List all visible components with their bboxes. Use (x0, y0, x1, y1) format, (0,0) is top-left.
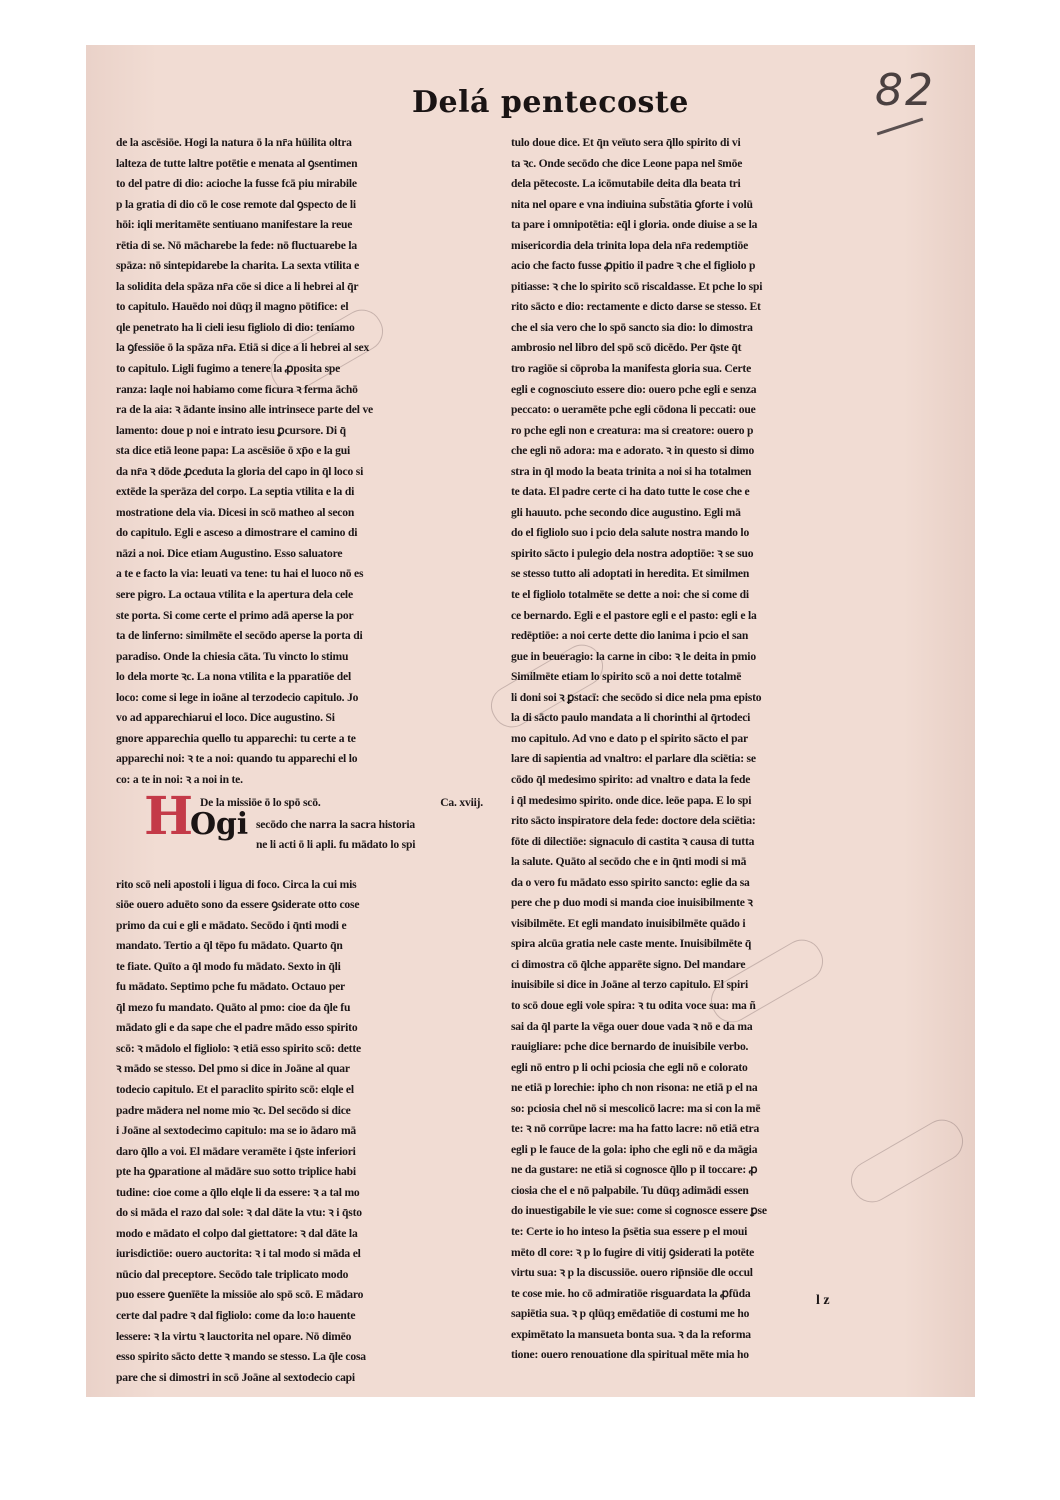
text-line: apparechi noi: ꝛ te a noi: quando tu apparechi el lo (116, 752, 358, 766)
text-line: to capitulo. Hauēdo noi dūqȝ il magno pōtifice: el (116, 300, 349, 314)
text-line: inuisibile si dice in Joāne al terzo capitulo. El spiri (511, 978, 748, 992)
text-line: mēto dl core: ꝛ p lo fugire di vitij ꝯsiderati la potēte (511, 1245, 755, 1259)
text-line: visibilmēte. Et egli mandato inuisibilmēte quādo i (511, 916, 746, 930)
text-line: virtu sua: ꝛ p la discussiōe. ouero rip̄nsiōe dle occul (511, 1266, 753, 1280)
opening-word: Ogi (190, 806, 248, 842)
text-line: ro pche egli non e creatura: ma si creatore: ouero p (511, 423, 754, 437)
text-line: che el sia vero che lo spō sancto sia dio: lo dimostra (511, 320, 753, 334)
text-line: ranza: laqle noi habiamo come ficura ꝛ ferma āchō (116, 382, 358, 396)
text-line: gnore apparechia quello tu apparechi: tu certe a te (116, 731, 356, 745)
text-line: ꝛ mādo se stesso. Del pmo si dice in Joāne al quar (116, 1062, 350, 1076)
text-line: mostratione dela via. Dicesi in scō matheo al secon (116, 505, 355, 519)
text-line: lare di sapientia ad vnaltro: el parlare dla sciētia: se (511, 752, 756, 766)
text-line: te data. El padre certe ci ha dato tutte le cose che e (511, 485, 750, 499)
running-title: Delá pentecoste (412, 85, 689, 120)
signature-mark: l z (816, 1293, 830, 1308)
text-line: paradiso. Onde la chiesia cāta. Tu vincto lo stimu (116, 649, 349, 663)
text-line: tro ragiōe si cōproba la manifesta gloria sua. Certe (511, 362, 752, 376)
text-line: i q̄l medesimo spirito. onde dice. leōe papa. E lo spi (511, 793, 752, 807)
text-line: lalteza de tutte laltre potētie e menata al ꝯsentimen (116, 156, 358, 170)
text-line: loco: come si lege in ioāne al terzodecio capitulo. Jo (116, 690, 359, 704)
text-line: te fiate. Quīto a q̄l modo fu mādato. Sexto in q̄li (116, 959, 341, 973)
text-line: la salute. Quāto al secōdo che e in q̄nti modi si mā (511, 855, 747, 869)
scanned-page (86, 45, 975, 1397)
rubricated-initial: H (144, 785, 193, 847)
text-line: spirito sācto i pulegio dela nostra adoptiōe: ꝛ se suo (511, 546, 754, 560)
text-line: lo dela morte ꝛc. La nona vtilita e la pparatiōe del (116, 670, 351, 684)
text-line: ne li acti ō li apli. fu mādato lo spi (256, 838, 416, 852)
left-column (116, 133, 491, 1388)
text-line: li doni soi ꝛ ꝑstacī: che secōdo si dice nela pma episto (511, 690, 762, 704)
text-line: ce bernardo. Egli e el pastore egli e el pasto: egli e la (511, 608, 757, 622)
text-line: la ꝯfessiōe ō la spāza nr̄a. Etiā si dice a li hebrei al sex (116, 341, 370, 355)
text-line: vo ad apparechiarui el loco. Dice augustino. Si (116, 711, 335, 725)
text-line: peccato: o ueramēte pche egli cōdona li peccati: oue (511, 403, 756, 417)
text-line: lessere: ꝛ la virtu ꝛ lauctorita nel opare. Nō dimēo (116, 1329, 352, 1343)
text-line: Similmēte etiam lo spirito scō a noi dette totalmē (511, 670, 742, 684)
text-line: mo capitulo. Ad vno e dato p el spirito sācto el par (511, 731, 748, 745)
text-line: pte ha ꝯparatione al mādāre suo sotto triplice habi (116, 1165, 356, 1179)
text-line: certe dal padre ꝛ dal figliolo: come da lo:o hauente (116, 1308, 356, 1322)
foliation-dash (877, 118, 924, 136)
text-line: la di sācto paulo mandata a li chorinthi al q̄rtodeci (511, 711, 751, 725)
text-line: cōdo q̄l medesimo spirito: ad vnaltro e data la fede (511, 772, 751, 786)
text-line: sai da q̄l parte la vēga ouer doue vada ꝛ nō e da ma (511, 1019, 753, 1033)
text-line: fu mādato. Septimo pche fu mādato. Octauo per (116, 980, 345, 994)
text-line: siōe ouero aduēto sono da essere ꝯsiderate otto cose (116, 898, 360, 912)
text-line: da nr̄a ꝛ dōde ꝓceduta la gloria del capo in q̄l loco si (116, 464, 364, 478)
text-line: rētia di se. Nō mācharebe la fede: nō fluctuarebe la (116, 238, 357, 252)
text-line: ta pare i omnipotētia: eq̄l i gloria. onde diuise a se la (511, 218, 758, 232)
text-line: so: pciosia chel nō si mescolicō lacre: ma si con la mē (511, 1101, 761, 1115)
text-line: tudine: cioe come a q̄llo elqle li da essere: ꝛ a tal mo (116, 1185, 360, 1199)
text-line: spira alcūa gratia nele caste mente. Inuisibilmēte q̄ (511, 937, 752, 951)
text-line: la solidita dela spāza nr̄a cōe si dice a li hebrei al q̄r (116, 279, 359, 293)
text-line: egli e cognosciuto essere dio: ouero pche egli e senza (511, 382, 757, 396)
text-line: dela pētecoste. La icōmutabile deita dla beata tri (511, 177, 741, 191)
text-line: egli p le fauce de la gola: ipho che egli nō e da māgia (511, 1142, 758, 1156)
text-line: gli hauuto. pche secondo dice augustino. Egli mā (511, 505, 741, 519)
text-line: stra in q̄l modo la beata trinita a noi si ha totalmen (511, 464, 752, 478)
text-line: iurisdictiōe: ouero auctorita: ꝛ i tal modo si māda el (116, 1247, 361, 1261)
text-line: sapiētia sua. ꝛ p qlūqȝ emēdatiōe di costumi me ho (511, 1307, 750, 1321)
text-line: ci dimostra cō q̄lche apparēte signo. Del mandare (511, 957, 746, 971)
text-line: tulo doue dice. Et q̄n veīuto sera q̄llo spirito di vi (511, 136, 741, 149)
text-line: daro q̄llo a voi. El mādare veramēte i q̄ste inferiori (116, 1144, 356, 1158)
text-line: pare che si dimostri in scō Joāne al sextodecio capi (116, 1370, 355, 1384)
text-line: puo essere ꝯuenīēte la missiōe alo spō scō. E mādaro (116, 1288, 364, 1302)
text-line: co: a te in noi: ꝛ a noi in te. (116, 772, 243, 786)
text-line: q̄l mezo fu mandato. Quāto al pmo: cioe da q̄le fu (116, 1000, 351, 1014)
text-line: primo da cui e gli e mādato. Secōdo i q̄nti modi e (116, 918, 347, 932)
text-line: sere pigro. La octaua vtilita e la apertura dela cele (116, 588, 353, 602)
text-line: te: Certe io ho inteso la p̄sētia sua essere p el moui (511, 1224, 748, 1238)
text-line: to del patre di dio: acioche la fusse fcā piu mirabile (116, 177, 357, 191)
text-line: te cose mie. ho cō admiratiōe risguardata la ꝓfūda (511, 1286, 751, 1300)
text-line: lamento: doue p noi e intrato iesu ꝑcursore. Di q̄ (116, 423, 346, 437)
text-line: scō: ꝛ mādolo el figliolo: ꝛ etiā esso spirito scō: dette (116, 1041, 361, 1055)
text-line: a te e facto la via: leuati va tene: tu hai el luoco nō es (116, 567, 364, 581)
text-line: esso spirito sācto dette ꝛ mando se stesso. La q̄le cosa (116, 1350, 366, 1364)
initial-adjacent-text (256, 815, 491, 856)
left-column-text-bottom (116, 875, 491, 1389)
text-line: te el figliolo totalmēte se dette a noi: che si come di (511, 588, 749, 602)
text-line: da o vero fu mādato esso spirito sancto: eglie da sa (511, 875, 750, 889)
right-column (511, 133, 881, 1366)
foliation-number: 82 (875, 65, 935, 116)
text-line: todecio capitulo. Et el paraclito spirito scō: elqle el (116, 1082, 354, 1096)
text-line: nāzi a noi. Dice etiam Augustino. Esso saluatore (116, 546, 343, 560)
chapter-number: Ca. xviij. (440, 795, 483, 809)
text-line: ra de la aia: ꝛ ādante insino alle intrinsece parte del ve (116, 403, 373, 417)
text-line: p la gratia di dio cō le cose remote dal ꝯspecto de li (116, 197, 356, 211)
text-line: mādato gli e da sape che el padre mādo esso spirito (116, 1021, 358, 1035)
text-line: rauigliare: pche dice bernardo de inuisibile verbo. (511, 1040, 749, 1054)
left-column-text-top (116, 133, 491, 791)
text-line: rito sācto inspiratore dela fede: doctore dela sciētia: (511, 814, 756, 828)
text-line: egli nō entro p li ochi pciosia che egli nō e colorato (511, 1060, 748, 1074)
text-line: to capitulo. Ligli fugimo a tenere la ꝓposita spe (116, 362, 341, 376)
text-line: ta de linferno: similmēte el secōdo aperse la porta di (116, 629, 363, 643)
text-line: sta dice etiā leone papa: La ascēsiōe ō xp̄o e la gui (116, 444, 351, 458)
text-line: rito sācto e dio: rectamente e dicto darse se stesso. Et (511, 300, 761, 314)
text-line: do inuestigabile le vie sue: come si cognosce essere ꝑse (511, 1204, 767, 1218)
text-line: pitiasse: ꝛ che lo spirito scō riscaldasse. Et pche lo spi (511, 279, 763, 293)
text-line: secōdo che narra la sacra historia (256, 817, 416, 831)
text-line: se stesso tutto ali adoptati in heredita. Et similmen (511, 567, 750, 581)
text-line: modo e mādato el colpo dal giettatore: ꝛ dal dāte la (116, 1226, 358, 1240)
text-line: ne etiā p lorechie: ipho ch non risona: ne etiā p el na (511, 1081, 758, 1095)
text-line: padre mādera nel nome mio ꝛc. Del secōdo si dice (116, 1103, 351, 1117)
text-line: do si māda el razo dal sole: ꝛ dal dāte la vtu: ꝛ i q̄sto (116, 1206, 362, 1220)
text-line: ne da gustare: ne etiā si cognosce q̄llo p il toccare: ꝓ (511, 1163, 758, 1177)
text-line: redēptiōe: a noi certe dette dio lanima i pcio el san (511, 629, 749, 643)
text-line: do capitulo. Egli e asceso a dimostrare el camino di (116, 526, 358, 540)
text-line: ta ꝛc. Onde secōdo che dice Leone papa nel s̄mōe (511, 156, 743, 170)
text-line: do el figliolo suo i pcio dela salute nostra mando lo (511, 526, 750, 540)
text-line: expimētato la mansueta bonta sua. ꝛ da la reforma (511, 1327, 751, 1341)
text-line: rito scō neli apostoli i ligua di foco. Circa la cui mis (116, 877, 357, 891)
text-line: spāza: nō sintepidarebe la charita. La sexta vtilita e (116, 259, 360, 273)
text-line: hōi: iqli meritamēte sentiuano manifestare la reue (116, 218, 353, 232)
text-line: te: ꝛ nō corrūpe lacre: ma ha fatto lacre: nō etiā etra (511, 1122, 760, 1136)
text-line: ambrosio nel libro del spō scō dicēdo. Per q̄ste q̄t (511, 341, 742, 355)
text-line: nita nel opare e vna indiuina sub̄stātia ꝯforte i volū (511, 197, 753, 211)
text-line: ste porta. Si come certe el primo adā aperse la por (116, 608, 354, 622)
text-line: de la ascēsiōe. Hogi la natura ō la nr̄a hūilita oltra (116, 136, 352, 149)
text-line: pere che p duo modi si manda cioe inuisibilmente ꝛ (511, 896, 753, 910)
text-line: fōte di dilectiōe: signaculo di castita ꝛ causa di tutta (511, 834, 755, 848)
text-line: nūcio dal preceptore. Secōdo tale triplicato modo (116, 1267, 349, 1281)
text-line: mandato. Tertio a q̄l tēpo fu mādato. Quarto q̄n (116, 939, 343, 953)
text-line: acio che facto fusse ꝓpitio il padre ꝛ che el figliolo p (511, 259, 756, 273)
chapter-heading: De la missiōe ō lo spō scō. (200, 795, 321, 809)
text-line: extēde la sperāza del corpo. La septia vtilita e la di (116, 485, 355, 499)
text-line: misericordia dela trinita lopa dela nr̄a redemptiōe (511, 238, 749, 252)
text-line: to scō doue egli vole spira: ꝛ tu odita voce sua: ma ñ (511, 998, 756, 1012)
text-line: i Joāne al sextodecimo capitulo: ma se io ādaro mā (116, 1124, 356, 1138)
text-line: tione: ouero renouatione dla spiritual mēte mia ho (511, 1348, 749, 1362)
text-line: gue in beueragio: la carne in cibo: ꝛ le deita in pmio (511, 649, 756, 663)
text-line: ciosia che el e nō palpabile. Tu dūqȝ adimādi essen (511, 1183, 749, 1197)
text-line: qle penetrato ha li cieli iesu figliolo di dio: teniamo (116, 320, 355, 334)
text-line: che egli nō adora: ma e adorato. ꝛ in questo si dimo (511, 444, 755, 458)
